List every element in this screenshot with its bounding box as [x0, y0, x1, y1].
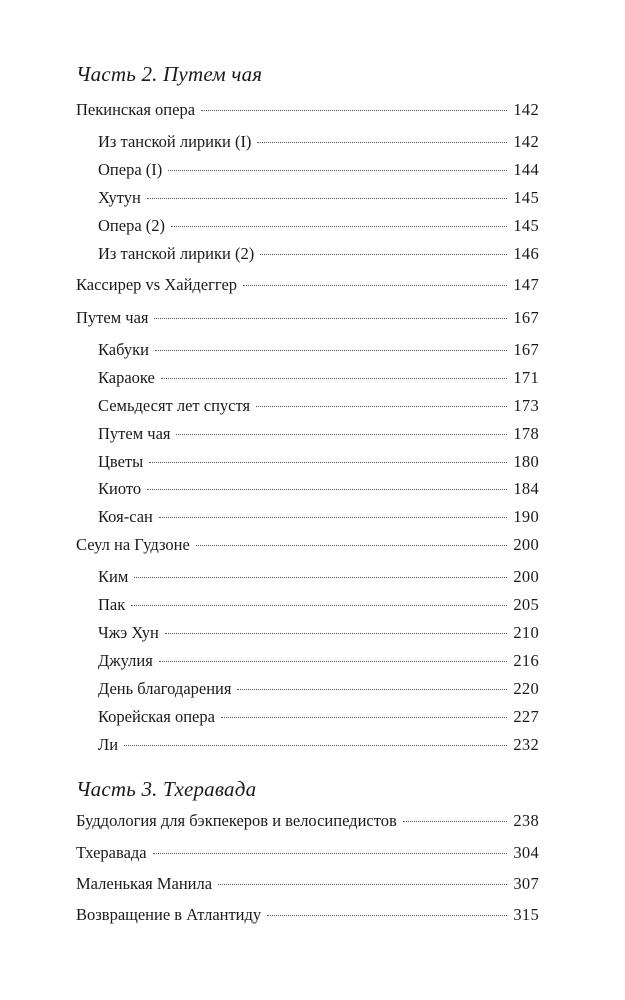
dot-leader	[196, 545, 508, 546]
dot-leader	[149, 462, 507, 463]
toc-entry[interactable]	[98, 424, 539, 446]
toc-entry[interactable]	[98, 735, 539, 757]
toc-entry-page: 146	[513, 244, 539, 263]
toc-entry-page: 145	[513, 188, 539, 207]
toc-entry-label: Ли	[98, 735, 119, 754]
toc-entry-label: Опера (I)	[98, 160, 163, 179]
dot-leader	[171, 226, 507, 227]
toc-entry-label: Ким	[98, 567, 129, 586]
toc-entry-label: Возвращение в Атлантиду	[76, 905, 262, 924]
toc-entry[interactable]	[98, 244, 539, 266]
toc-entry[interactable]	[98, 396, 539, 418]
part-title-3: Часть 3. Тхеравада	[76, 777, 257, 801]
toc-entry[interactable]	[76, 843, 539, 865]
dot-leader	[131, 605, 507, 606]
toc-entry-page: 216	[513, 651, 539, 670]
toc-entry[interactable]	[76, 874, 539, 896]
toc-entry-page: 142	[513, 100, 539, 119]
toc-entry-label: Караоке	[98, 368, 155, 387]
toc-entry-label: Корейская опера	[98, 707, 215, 726]
toc-entry-page: 184	[513, 479, 539, 498]
toc-entry-label: Коя-сан	[98, 507, 153, 526]
toc-entry[interactable]	[76, 905, 539, 927]
toc-entry-page: 171	[513, 368, 539, 387]
dot-leader	[159, 517, 507, 518]
dot-leader	[267, 915, 507, 916]
dot-leader	[155, 350, 507, 351]
toc-entry-label: Сеул на Гудзоне	[76, 535, 190, 554]
toc-entry[interactable]	[76, 535, 539, 557]
dot-leader	[168, 170, 507, 171]
dot-leader	[161, 378, 507, 379]
toc-entry[interactable]	[98, 452, 539, 474]
toc-entry-page: 144	[513, 160, 539, 179]
toc-entry[interactable]	[98, 623, 539, 645]
toc-entry-page: 304	[513, 843, 539, 862]
toc-entry[interactable]	[98, 340, 539, 362]
toc-entry-label: Хутун	[98, 188, 141, 207]
dot-leader	[201, 110, 507, 111]
dot-leader	[256, 406, 507, 407]
toc-entry-label: Тхеравада	[76, 843, 147, 862]
toc-entry[interactable]	[98, 679, 539, 701]
dot-leader	[147, 489, 507, 490]
dot-leader	[165, 633, 507, 634]
toc-entry[interactable]	[76, 100, 539, 122]
toc-entry-label: Пекинская опера	[76, 100, 196, 119]
toc-entry-label: Буддология для бэкпекеров и велосипедистов	[76, 811, 397, 830]
dot-leader	[257, 142, 507, 143]
toc-entry-page: 315	[513, 905, 539, 924]
toc-entry-label: Цветы	[98, 452, 144, 471]
toc-entry[interactable]	[98, 479, 539, 501]
dot-leader	[260, 254, 507, 255]
toc-entry-page: 167	[513, 308, 539, 327]
dot-leader	[403, 821, 508, 822]
dot-leader	[221, 717, 507, 718]
toc-entry-page: 307	[513, 874, 539, 893]
dot-leader	[243, 285, 507, 286]
toc-entry[interactable]	[98, 160, 539, 182]
toc-entry-label: Пак	[98, 595, 126, 614]
toc-entry-page: 200	[513, 535, 539, 554]
toc-entry[interactable]	[98, 188, 539, 210]
toc-entry[interactable]	[98, 507, 539, 529]
dot-leader	[237, 689, 507, 690]
toc-entry-page: 173	[513, 396, 539, 415]
toc-entry-label: Из танской лирики (2)	[98, 244, 255, 263]
toc-entry-label: Семьдесят лет спустя	[98, 396, 251, 415]
dot-leader	[153, 853, 508, 854]
toc-entry[interactable]	[76, 811, 539, 833]
dot-leader	[154, 318, 507, 319]
toc-entry-label: Из танской лирики (I)	[98, 132, 252, 151]
toc-entry-label: Чжэ Хун	[98, 623, 159, 642]
toc-entry[interactable]	[76, 275, 539, 297]
toc-entry-label: День благодарения	[98, 679, 232, 698]
dot-leader	[159, 661, 508, 662]
dot-leader	[134, 577, 507, 578]
toc-entry-page: 238	[513, 811, 539, 830]
toc-entry-page: 178	[513, 424, 539, 443]
toc-entry-page: 145	[513, 216, 539, 235]
toc-entry-label: Опера (2)	[98, 216, 166, 235]
toc-entry-label: Кабуки	[98, 340, 149, 359]
toc-entry-label: Джулия	[98, 651, 153, 670]
toc-entry-label: Путем чая	[98, 424, 171, 443]
toc-entry-page: 147	[513, 275, 539, 294]
part-title-2: Часть 2. Путем чая	[76, 62, 263, 86]
toc-entry-page: 220	[513, 679, 539, 698]
toc-entry-page: 210	[513, 623, 539, 642]
toc-entry-label: Киото	[98, 479, 142, 498]
dot-leader	[176, 434, 507, 435]
toc-entry-page: 190	[513, 507, 539, 526]
toc-entry[interactable]	[98, 132, 539, 154]
toc-entry-label: Маленькая Манила	[76, 874, 213, 893]
toc-entry[interactable]	[98, 651, 539, 673]
toc-entry[interactable]	[98, 567, 539, 589]
dot-leader	[147, 198, 508, 199]
dot-leader	[218, 884, 507, 885]
toc-entry[interactable]	[76, 308, 539, 330]
toc-entry[interactable]	[98, 707, 539, 729]
dot-leader	[124, 745, 507, 746]
toc-entry[interactable]	[98, 216, 539, 238]
toc-entry[interactable]	[98, 595, 539, 617]
toc-entry-page: 200	[513, 567, 539, 586]
toc-entry-page: 232	[513, 735, 539, 754]
toc-entry-label: Путем чая	[76, 308, 149, 327]
toc-entry-page: 180	[513, 452, 539, 471]
toc-entry-page: 142	[513, 132, 539, 151]
toc-entry-page: 205	[513, 595, 539, 614]
toc-entry-page: 167	[513, 340, 539, 359]
toc-entry[interactable]	[98, 368, 539, 390]
toc-entry-label: Кассирер vs Хайдеггер	[76, 275, 238, 294]
toc-entry-page: 227	[513, 707, 539, 726]
